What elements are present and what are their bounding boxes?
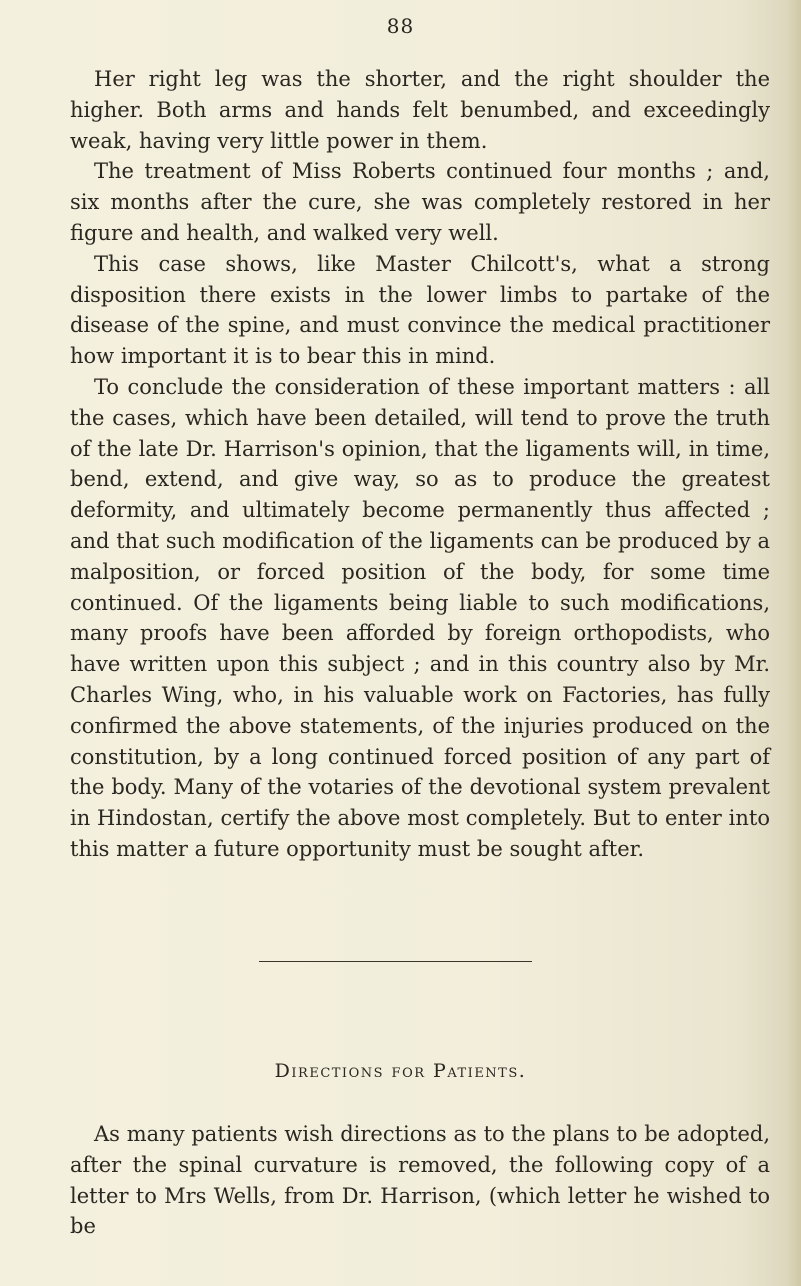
paragraph-3: This case shows, like Master Chilcott's, what a strong disposition there exists in the lower limbs to partake of the disease of the spine, and must convince the medical practitioner how important it is to bear this in mind. bbox=[70, 251, 770, 369]
body-text bbox=[70, 64, 770, 865]
page-number: 88 bbox=[386, 14, 415, 38]
section-text bbox=[70, 1119, 770, 1242]
paragraph-4: To conclude the consideration of these important matters : all the cases, which have been detailed, will tend to prove the truth of the late Dr. Harrison's opinion, that the ligaments will, in time, bend, extend, and give way, so as to produce the greatest deformity, and ultimately become permanently thus affected ; and that such modification of the ligaments can be produced by a malposition, or forced position of the body, for some time continued. Of the ligaments being liable to such modifications, many proofs have been afforded by foreign orthopodists, who have written upon this subject ; and in this country also by Mr. Charles Wing, who, in his valuable work on Factories, has fully confirmed the above statements, of the injuries produced on the constitution, by a long continued forced position of any part of the body. Many of the votaries of the devotional system prevalent in Hindostan, certify the above most completely. But to enter into this matter a future opportunity must be sought after. bbox=[70, 374, 770, 861]
section-heading: Directions for Patients. bbox=[274, 1060, 527, 1082]
section-paragraph: As many patients wish directions as to the plans to be adopted, after the spinal curvature is removed, the following copy of a letter to Mrs Wells, from Dr. Harrison, (which letter he wished to be bbox=[70, 1122, 770, 1239]
section-divider bbox=[259, 961, 532, 962]
page-edge-shadow bbox=[787, 0, 801, 1286]
paragraph-1: Her right leg was the shorter, and the right shoulder the higher. Both arms and hands felt benumbed, and exceedingly weak, having very little power in them. bbox=[70, 67, 770, 153]
paragraph-2: The treatment of Miss Roberts continued four months ; and, six months after the cure, she was completely restored in her figure and health, and walked very well. bbox=[70, 159, 770, 245]
